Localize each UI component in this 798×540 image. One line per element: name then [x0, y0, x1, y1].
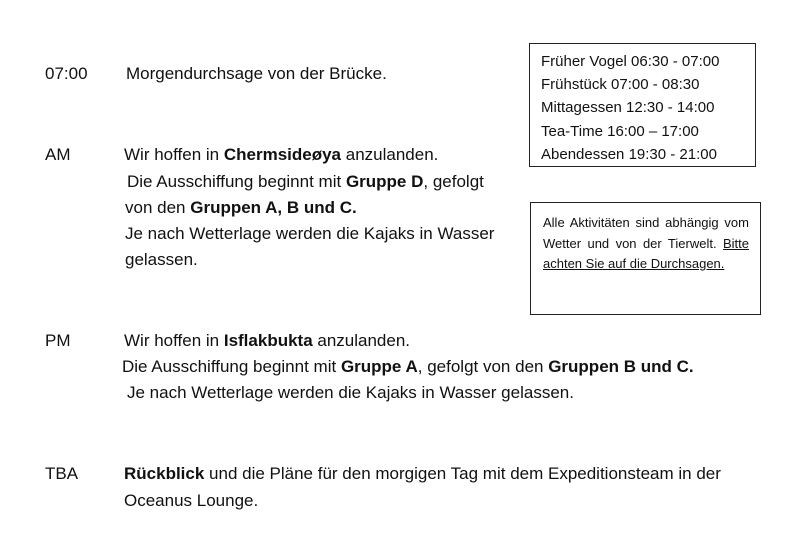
morning-time-label: 07:00 [45, 64, 88, 83]
morning-announcement-text: Morgendurchsage von der Brücke. [126, 64, 387, 83]
meal-time-item: Abendessen 19:30 - 21:00 [541, 145, 717, 163]
am-label: AM [45, 145, 71, 164]
tba-line-1: Rückblick und die Pläne für den morgigen Tag mit dem Expeditionsteam in der [124, 464, 721, 483]
pm-line-3: Je nach Wetterlage werden die Kajaks in Wasser gelassen. [127, 383, 574, 402]
meal-time-item: Frühstück 07:00 - 08:30 [541, 76, 700, 94]
weather-notice-box [530, 202, 761, 315]
pm-line-2: Die Ausschiffung beginnt mit Gruppe A, gefolgt von den Gruppen B und C. [122, 357, 694, 376]
pm-line-1: Wir hoffen in Isflakbukta anzulanden. [124, 331, 411, 350]
am-line-4: Je nach Wetterlage werden die Kajaks in Wasser [125, 224, 495, 243]
notice-text: Alle Aktivitäten sind abhängig vom Wetter und von der Tierwelt. [543, 215, 749, 251]
tba-line-2: Oceanus Lounge. [124, 491, 259, 510]
meal-time-item: Mittagessen 12:30 - 14:00 [541, 99, 715, 117]
pm-label: PM [45, 331, 71, 350]
am-line-5: gelassen. [125, 250, 198, 269]
meal-time-item: Früher Vogel 06:30 - 07:00 [541, 53, 720, 70]
meal-times-box [529, 43, 756, 167]
am-line-1: Wir hoffen in Chermsideøya anzulanden. [124, 145, 439, 164]
meal-time-item: Tea-Time 16:00 – 17:00 [541, 122, 699, 140]
tba-label: TBA [45, 464, 79, 483]
notice-underlined-text: Bitte achten Sie auf die Durchsagen. [543, 235, 749, 271]
am-line-3: von den Gruppen A, B und C. [125, 198, 357, 217]
am-line-2: Die Ausschiffung beginnt mit Gruppe D, gefolgt [127, 172, 484, 191]
